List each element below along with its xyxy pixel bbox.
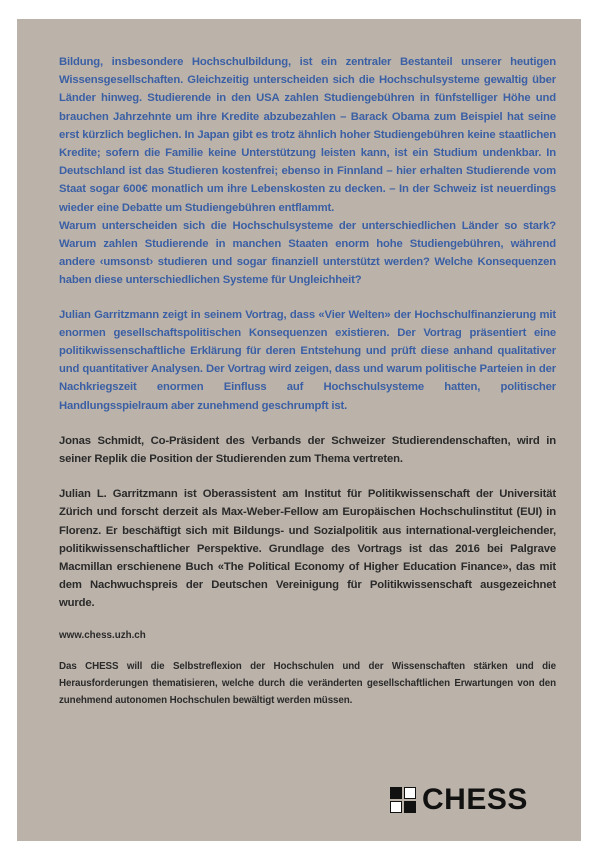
chess-board-icon xyxy=(390,787,416,813)
reply-description: Jonas Schmidt, Co-Präsident des Verbands der Schweizer Studierendenschaften, wird in seiner Replik die Position der Studierenden zum Thema vertreten. xyxy=(59,434,556,466)
document-body xyxy=(59,53,556,709)
footer-text: Das CHESS will die Selbstreflexion der Hochschulen und der Wissenschaften stärken und die Herausforderungen thematisieren, welche durch die veränderten gesellschaftlichen Erwartungen von den zunehmend autonomen Hochschulen bewältigt werden müssen. xyxy=(59,660,556,706)
speaker-bio: Julian L. Garritzmann ist Oberassistent am Institut für Politikwissenschaft der Universität Zürich und forscht derzeit als Max-Weber-Fellow am Europäischen Hochschulinstitut (EUI) in Florenz. Er beschäftigt sich mit Bildungs- und Sozialpolitik aus international-vergleichender, politikwissenschaftlicher Perspektive. Grundlage des Vortrags ist das 2016 bei Palgrave Macmillan erschienene Buch «The Political Economy of Higher Education Finance», das mit dem Nachwuchspreis der Deutschen Vereinigung für Politikwissenschaft ausgezeichnet wurde. xyxy=(59,488,556,610)
website-link[interactable]: www.chess.uzh.ch xyxy=(59,629,146,641)
chess-logo xyxy=(390,785,528,815)
intro-paragraph-2: Warum unterscheiden sich die Hochschulsysteme der unterschiedlichen Länder so stark? Warum zahlen Studierende in manchen Staaten enorm hohe Studiengebühren, während andere ‹umsonst› studieren und sogar finanziell unterstützt werden? Welche Konsequenzen haben diese unterschiedlichen Systeme für Ungleichheit? xyxy=(59,219,556,287)
talk-description: Julian Garritzmann zeigt in seinem Vortrag, dass «Vier Welten» der Hochschulfinanzierung mit enormen gesellschaftspolitischen Konsequenzen existieren. Der Vortrag präsentiert eine politikwissenschaftliche Erklärung für deren Entstehung und prüft diese anhand qualitativer und quantitativer Analysen. Der Vortrag wird zeigen, dass und warum politische Parteien in der Nachkriegszeit enormen Einfluss auf Hochschulsysteme hatten, politischer Handlungsspielraum aber zunehmend geschrumpft ist. xyxy=(59,308,556,412)
logo-text: CHESS xyxy=(422,783,528,816)
spacer xyxy=(59,290,556,306)
intro-paragraph-1: Bildung, insbesondere Hochschulbildung, ist ein zentraler Bestanteil unserer heutigen Wissensgesellschaften. Gleichzeitig unterscheiden sich die Hochschulsysteme gewaltig über Länder hinweg. Studierende in den USA zahlen Studiengebühren in fünfstelliger Höhe und brauchen Jahrzehnte um ihre Kredite abzubezahlen – Barack Obama zum Beispiel hat seine erst kürzlich beglichen. In Japan gibt es trotz ähnlich hoher Studiengebühren keine staatlichen Kredite; sofern die Familie keine Unterstützung leisten kann, ist ein Studium undenkbar. In Deutschland ist das Studieren kostenfrei; ebenso in Finnland – hier erhalten Studierende vom Staat sogar 600€ monatlich um ihre Lebenskosten zu decken. – In der Schweiz ist neuerdings wieder eine Debatte um Studiengebühren entflammt. xyxy=(59,56,556,214)
intro-section xyxy=(59,53,556,290)
background-panel xyxy=(17,19,581,841)
